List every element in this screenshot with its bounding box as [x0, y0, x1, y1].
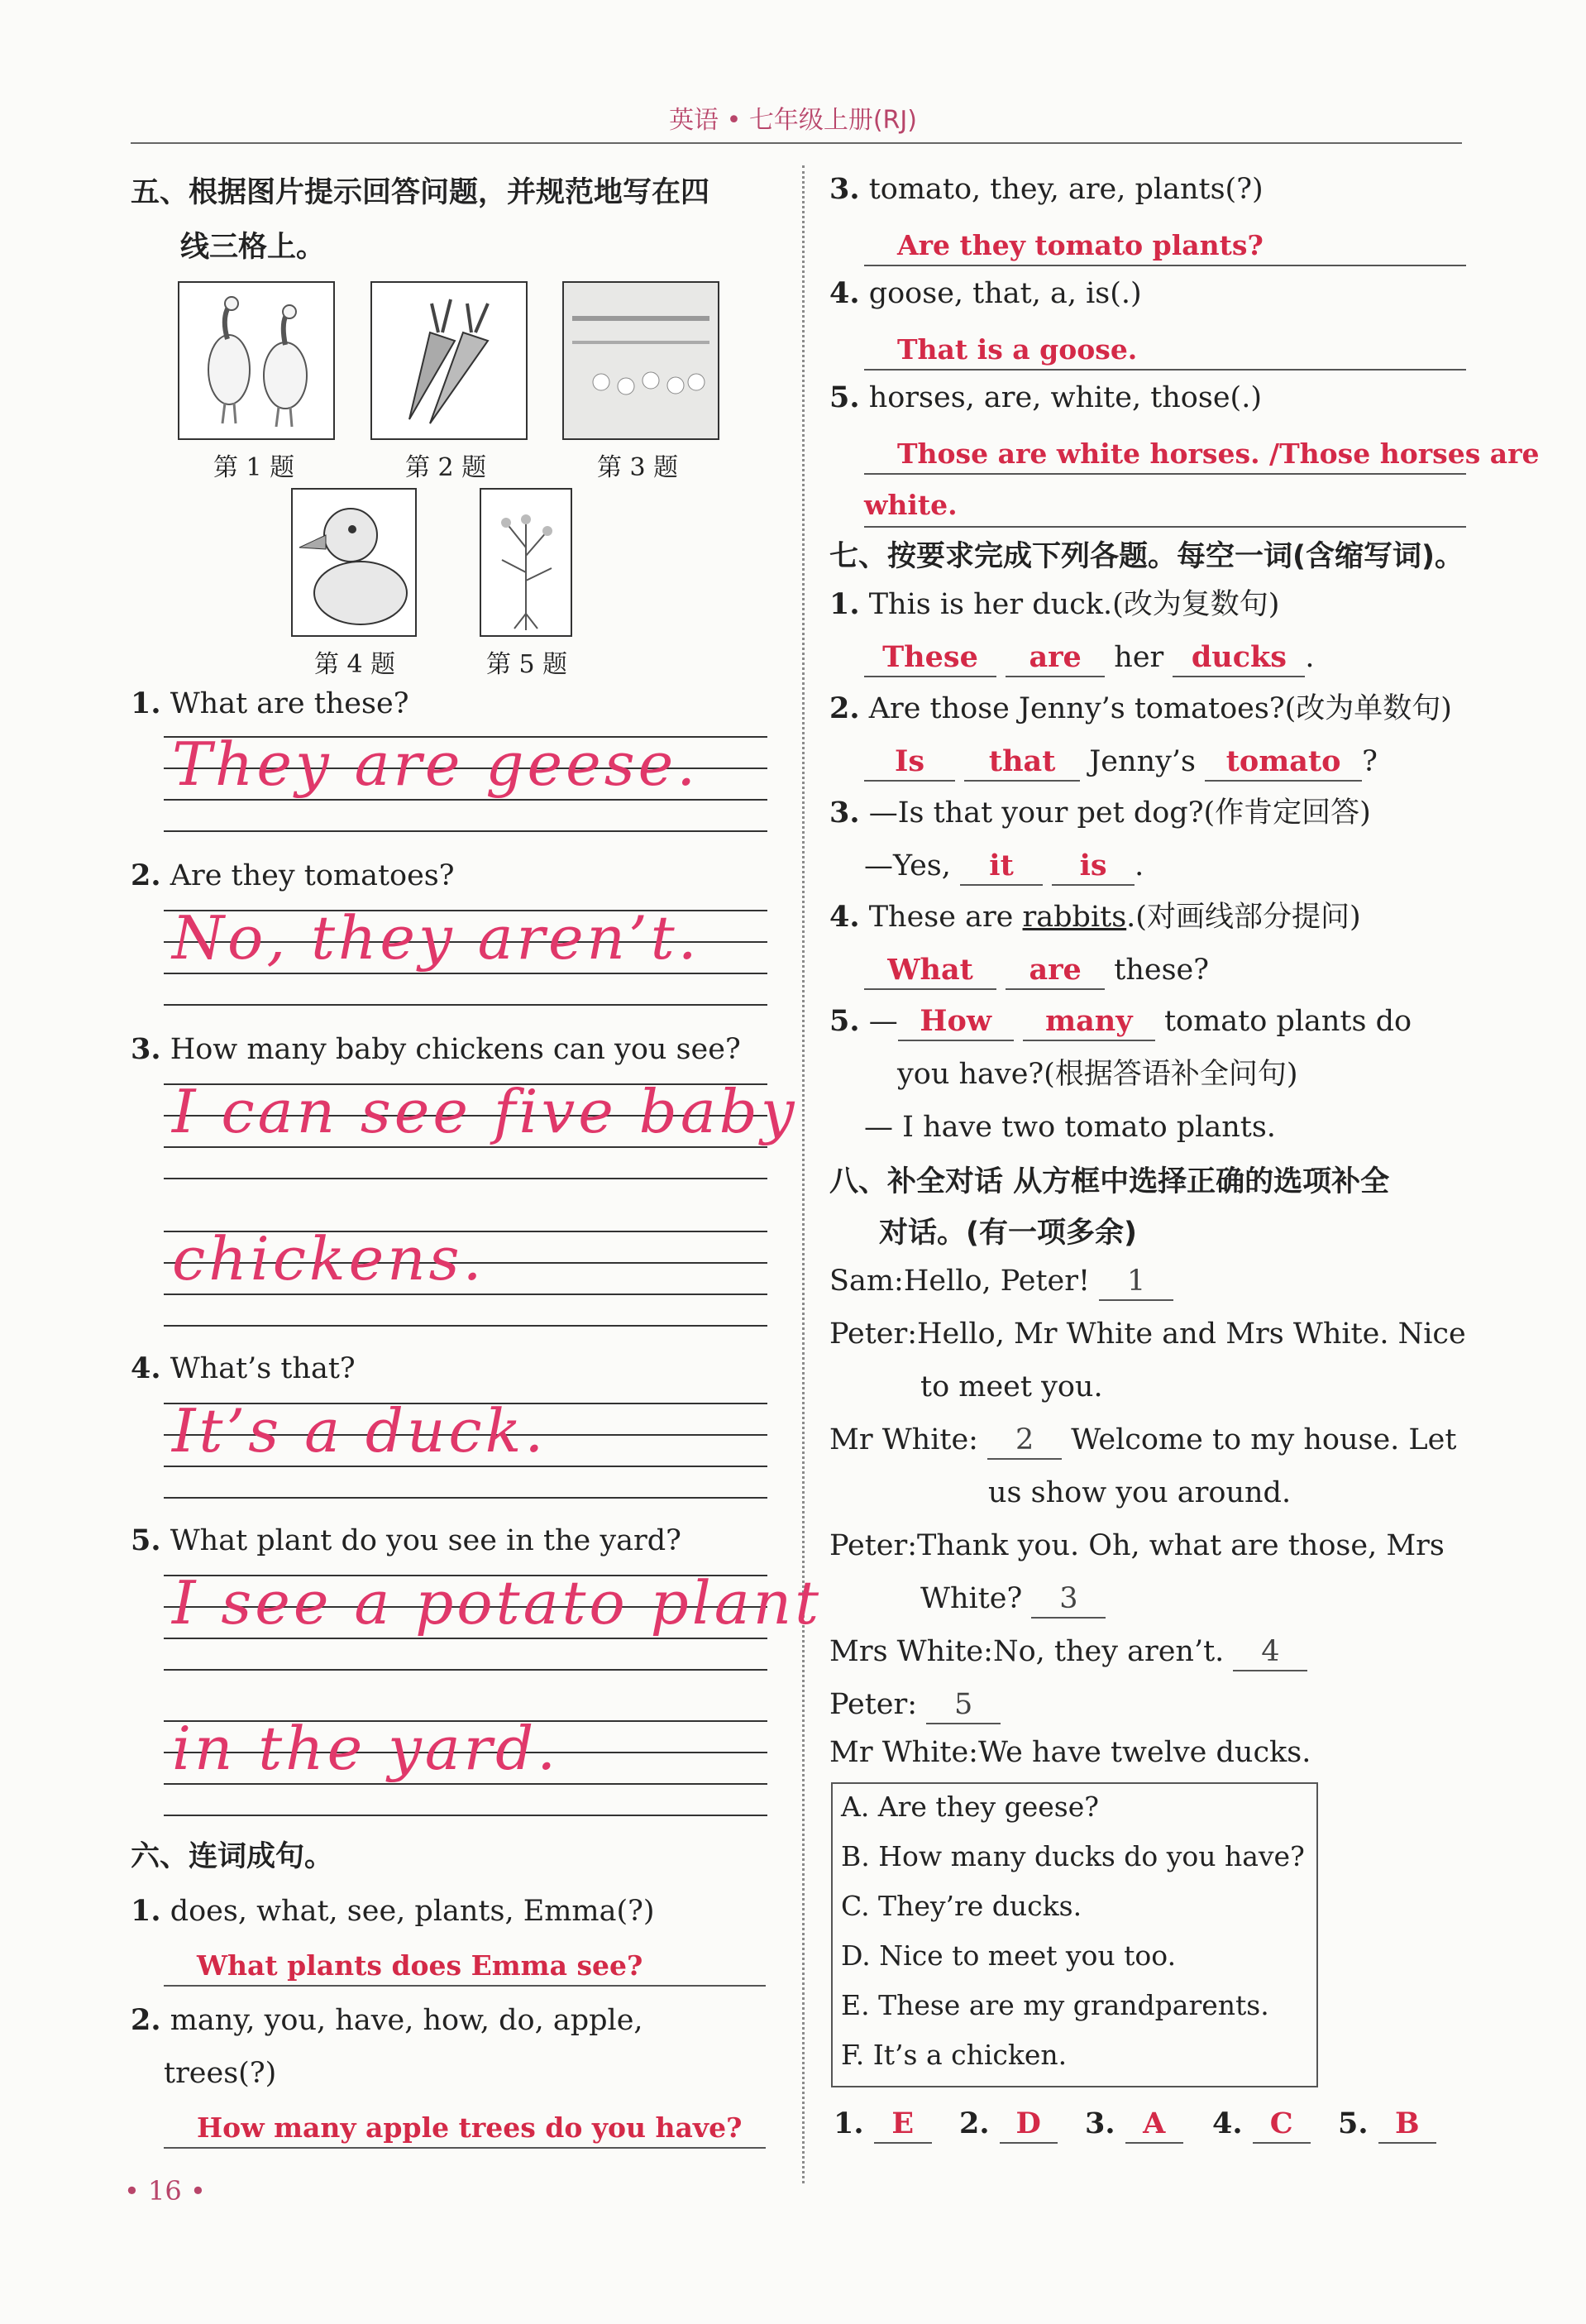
dialog-line-2: Peter:Hello, Mr White and Mrs White. Nice	[829, 1317, 1466, 1351]
s6-q2-cont: trees(?)	[164, 2057, 277, 2090]
s7-q5-cont: you have?(根据答语补全问句)	[897, 1058, 1298, 1091]
s6-answer-5-cont: white.	[864, 485, 1466, 528]
final-answer-4: 4. C	[1212, 2106, 1311, 2144]
caption-1: 第 1 题	[213, 453, 295, 482]
geese-image	[178, 281, 335, 440]
s7-a4: What are these?	[864, 949, 1209, 991]
handwritten-answer: They are geese.	[172, 729, 700, 799]
dialog-line-4: Peter:Thank you. Oh, what are those, Mrs	[829, 1529, 1445, 1562]
s7-q5-reply: — I have two tomato plants.	[864, 1111, 1276, 1144]
caption-5: 第 5 题	[486, 650, 568, 679]
dialog-line-6: Peter: 5	[829, 1684, 1001, 1725]
dialog-line-2-cont: to meet you.	[920, 1370, 1103, 1403]
dialog-line-3: Mr White: 2 Welcome to my house. Let	[829, 1419, 1456, 1461]
chickens-image	[562, 281, 719, 440]
s5-q1: 1. What are these?	[131, 686, 409, 720]
option-d: D. Nice to meet you too.	[841, 1939, 1177, 1972]
potato-plant-image	[480, 488, 572, 637]
section7-title: 七、按要求完成下列各题。每空一词(含缩写词)。	[829, 540, 1464, 573]
header-rule	[131, 142, 1462, 144]
s6-answer-2: How many apple trees do you have?	[164, 2107, 766, 2149]
dialog-line-4-cont: White? 3	[920, 1578, 1106, 1619]
final-answer-2: 2. D	[959, 2106, 1058, 2144]
s6-answer-3: Are they tomato plants?	[864, 225, 1466, 266]
caption-2: 第 2 题	[405, 453, 487, 482]
dialog-line-1: Sam:Hello, Peter! 1	[829, 1260, 1173, 1302]
option-e: E. These are my grandparents.	[841, 1989, 1269, 2021]
s5-q4: 4. What’s that?	[131, 1351, 356, 1385]
option-b: B. How many ducks do you have?	[841, 1840, 1305, 1872]
section8-title-cont: 对话。(有一项多余)	[879, 1217, 1137, 1250]
s6-answer-4: That is a goose.	[864, 329, 1466, 371]
section5-title: 五、根据图片提示回答问题，并规范地写在四	[131, 176, 710, 209]
section5-title-cont: 线三格上。	[180, 231, 326, 264]
s5-q2: 2. Are they tomatoes?	[131, 858, 455, 892]
dialog-line-5: Mrs White:No, they aren’t. 4	[829, 1631, 1307, 1672]
s6-q5: 5. horses, are, white, those(.)	[829, 380, 1262, 414]
s6-q2: 2. many, you, have, how, do, apple,	[131, 2003, 643, 2037]
handwritten-answer: No, they aren’t.	[172, 903, 700, 973]
handwritten-answer: It’s a duck.	[172, 1396, 547, 1466]
handwritten-answer: in the yard.	[172, 1714, 560, 1783]
s7-q1: 1. This is her duck.(改为复数句)	[829, 587, 1280, 621]
handwritten-answer: chickens.	[172, 1224, 485, 1294]
s7-a2: Is that Jenny’s tomato ?	[864, 741, 1378, 782]
section8-title: 八、补全对话 从方框中选择正确的选项补全	[829, 1165, 1390, 1198]
final-answer-1: 1. E	[834, 2106, 932, 2144]
s6-answer-5: Those are white horses. /Those horses are	[864, 433, 1466, 475]
s7-q4: 4. These are rabbits.(对画线部分提问)	[829, 900, 1361, 934]
final-answer-5: 5. B	[1338, 2106, 1436, 2144]
duck-image	[291, 488, 417, 637]
caption-4: 第 4 题	[314, 650, 396, 679]
s6-answer-1: What plants does Emma see?	[164, 1945, 766, 1987]
option-a: A. Are they geese?	[841, 1791, 1099, 1823]
s6-q3: 3. tomato, they, are, plants(?)	[829, 172, 1264, 206]
s7-q5: 5. — How many tomato plants do	[829, 1001, 1412, 1042]
s7-a3: —Yes, it is .	[864, 845, 1144, 887]
s6-q4: 4. goose, that, a, is(.)	[829, 276, 1142, 310]
column-divider	[802, 165, 805, 2183]
s5-q3: 3. How many baby chickens can you see?	[131, 1032, 741, 1066]
dialog-line-3-cont: us show you around.	[988, 1476, 1292, 1509]
option-f: F. It’s a chicken.	[841, 2039, 1068, 2071]
s7-a1: These are her ducks .	[864, 637, 1315, 678]
dialog-line-7: Mr White:We have twelve ducks.	[829, 1736, 1311, 1769]
page-number: • 16 •	[124, 2175, 206, 2207]
handwritten-answer: I see a potato plant	[172, 1568, 823, 1638]
page-header: 英语 • 七年级上册(RJ)	[669, 106, 917, 135]
options-box	[831, 1782, 1318, 2087]
section6-title: 六、连词成句。	[131, 1840, 334, 1873]
s7-q2: 2. Are those Jenny’s tomatoes?(改为单数句)	[829, 691, 1452, 725]
final-answer-3: 3. A	[1085, 2106, 1183, 2144]
carrots-image	[370, 281, 528, 440]
s6-q1: 1. does, what, see, plants, Emma(?)	[131, 1894, 655, 1928]
caption-3: 第 3 题	[597, 453, 679, 482]
s7-q3: 3. —Is that your pet dog?(作肯定回答)	[829, 796, 1371, 830]
option-c: C. They’re ducks.	[841, 1890, 1082, 1922]
s5-q5: 5. What plant do you see in the yard?	[131, 1523, 681, 1557]
handwritten-answer: I can see five baby	[172, 1077, 798, 1146]
